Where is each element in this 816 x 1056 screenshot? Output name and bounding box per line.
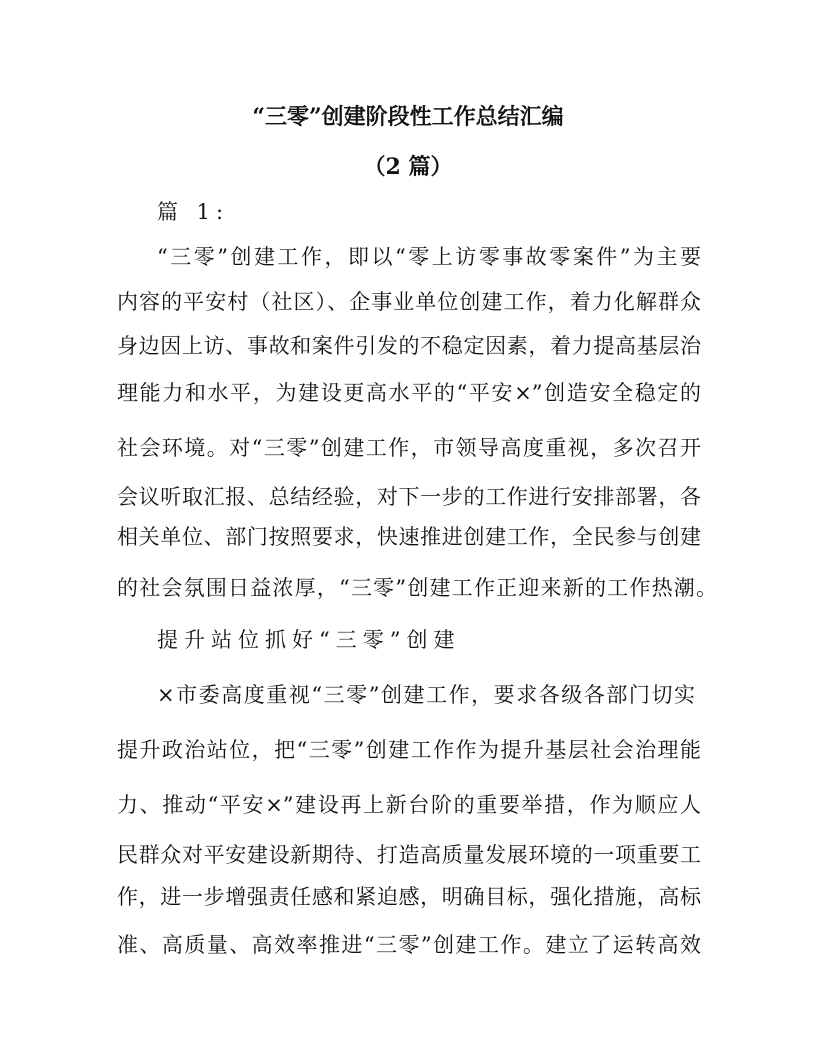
paragraph-line: 力、推动“平安×”建设再上新台阶的重要举措，作为顺应人: [117, 793, 701, 817]
paragraph-line: ×市委高度重视“三零”创建工作，要求各级各部门切实: [157, 683, 695, 707]
paragraph-line: 民群众对平安建设新期待、打造高质量发展环境的一项重要工: [117, 843, 701, 867]
paragraph-line: 社会环境。对“三零”创建工作，市领导高度重视，多次召开: [117, 436, 701, 460]
document-subtitle: （2 篇）: [363, 154, 453, 180]
paragraph-line: 准、高质量、高效率推进“三零”创建工作。建立了运转高效: [117, 933, 701, 957]
document-title: “三零”创建阶段性工作总结汇编: [252, 104, 564, 130]
paragraph-line: 相关单位、部门按照要求，快速推进创建工作，全民参与创建: [117, 525, 701, 549]
section-heading: 提升站位抓好“三零”创建: [157, 628, 461, 652]
paragraph-line: 会议听取汇报、总结经验，对下一步的工作进行安排部署，各: [117, 485, 701, 509]
paragraph-line: 身边因上访、事故和案件引发的不稳定因素，着力提高基层治: [117, 334, 701, 358]
paragraph-line: 理能力和水平，为建设更高水平的“平安×”创造安全稳定的: [117, 381, 701, 405]
paragraph-line: “三零”创建工作，即以“零上访零事故零案件”为主要: [157, 245, 701, 269]
paragraph-line: 作，进一步增强责任感和紧迫感，明确目标，强化措施，高标: [117, 885, 701, 909]
paragraph-line: 的社会氛围日益浓厚，“三零”创建工作正迎来新的工作热潮。: [117, 576, 717, 600]
paragraph-line: 提升政治站位，把“三零”创建工作作为提升基层社会治理能: [117, 738, 701, 762]
section-label: 篇 1:: [157, 200, 230, 224]
paragraph-line: 内容的平安村（社区）、企事业单位创建工作，着力化解群众: [117, 290, 701, 314]
